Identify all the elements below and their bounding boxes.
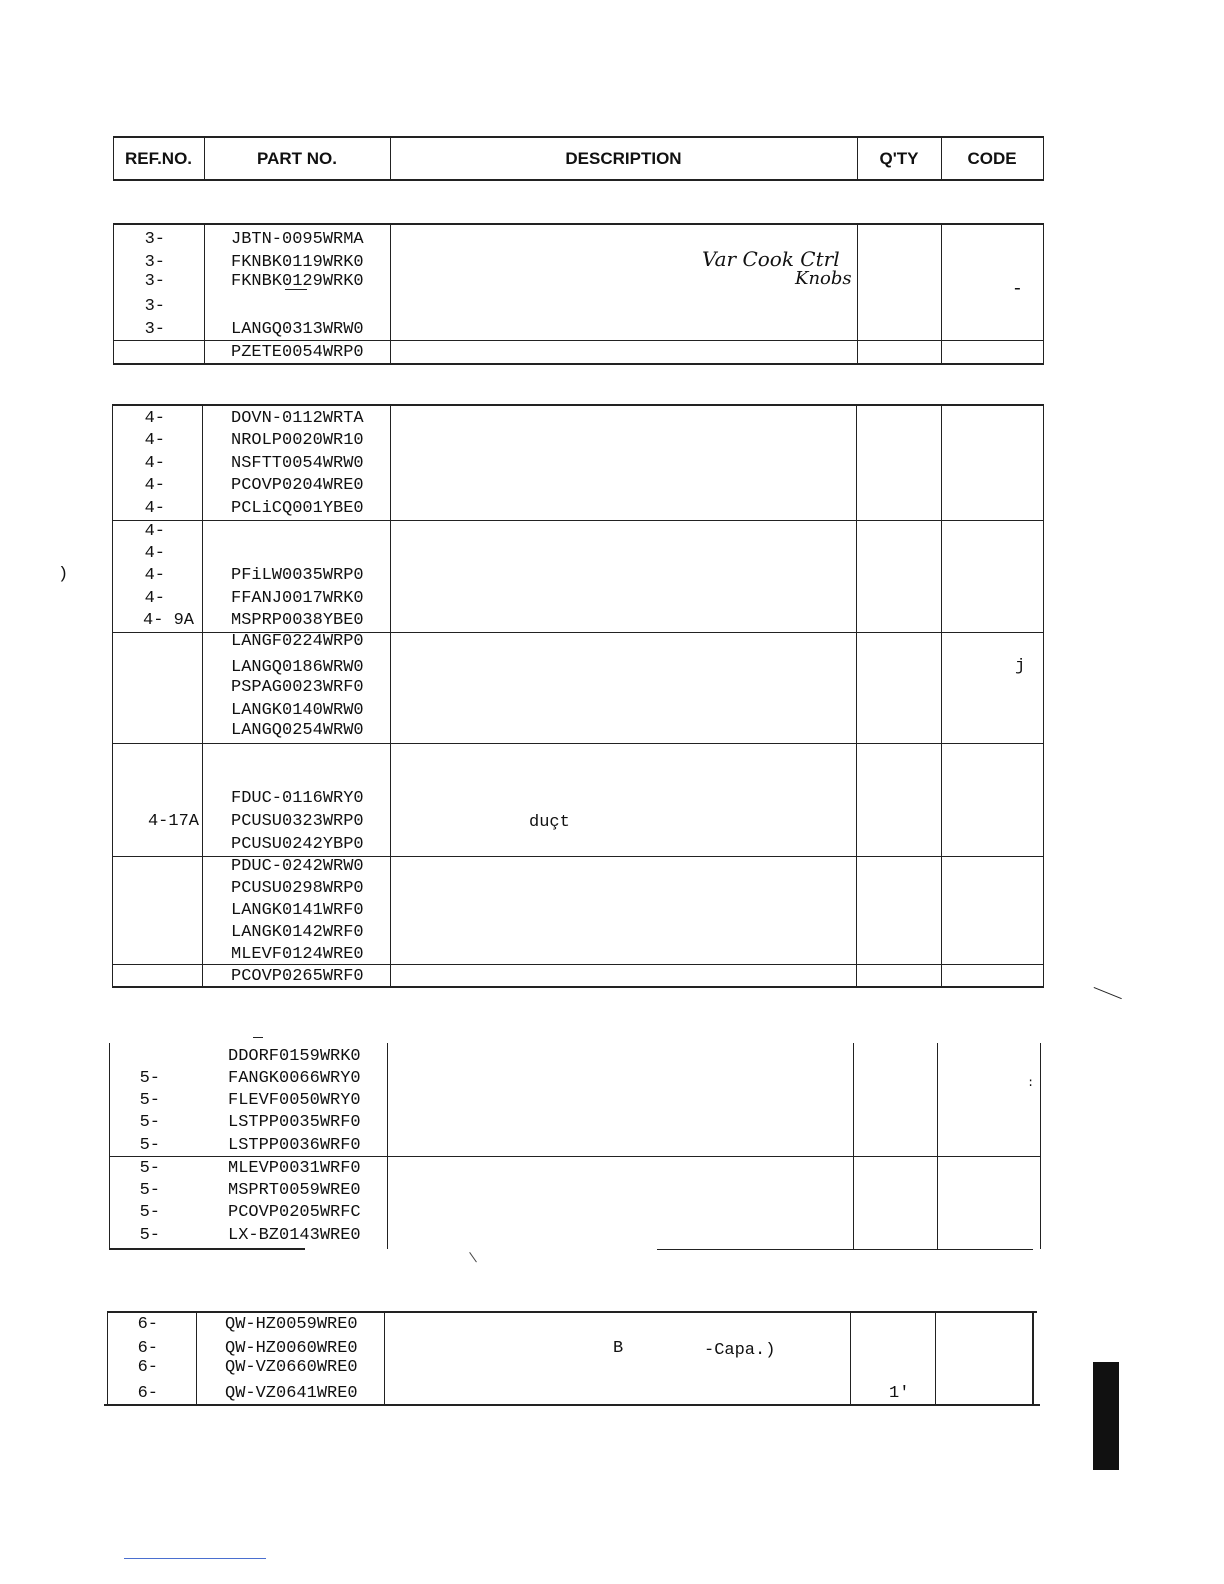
- ref-cell: 4-: [144, 522, 165, 541]
- ref-cell: 5-: [139, 1226, 160, 1245]
- part-cell: NROLP0020WR10: [231, 431, 364, 450]
- part-cell: LANGK0141WRF0: [231, 901, 364, 920]
- part-cell: QW-VZ0641WRE0: [225, 1384, 358, 1403]
- ref-cell: 4-: [144, 476, 165, 495]
- part-cell: DDORF0159WRK0: [228, 1047, 361, 1066]
- part-cell: FKNBK0119WRK0: [231, 253, 364, 272]
- part-cell: LANGK0142WRF0: [231, 923, 364, 942]
- part-cell: PCUSU0323WRP0: [231, 812, 364, 831]
- ref-cell: 4-: [144, 499, 165, 518]
- ref-cell: 6-: [137, 1339, 158, 1358]
- part-cell: PFiLW0035WRP0: [231, 566, 364, 585]
- table-row: [0, 320, 1224, 440]
- qty-cell: 1': [889, 1384, 910, 1403]
- ref-cell: 6-: [137, 1315, 158, 1334]
- ref-cell: 4- 9A: [143, 611, 195, 630]
- ref-cell: 3-: [144, 320, 165, 339]
- ref-cell: 3-: [144, 230, 165, 249]
- ref-cell: 3-: [144, 297, 165, 316]
- ref-no-header: REF.NO.: [124, 148, 193, 168]
- ref-cell: 4-: [144, 544, 165, 563]
- overline-mark: [285, 289, 307, 290]
- part-cell: PDUC-0242WRW0: [231, 857, 364, 876]
- part-no-header: PART NO.: [257, 148, 337, 168]
- qty-header: Q'TY: [879, 148, 919, 168]
- footer-rule: [124, 1558, 266, 1559]
- handwritten-note: Var Cook Ctrl: [702, 247, 840, 271]
- part-cell: DOVN-0112WRTA: [231, 409, 364, 428]
- part-cell: FKNBK0129WRK0: [231, 272, 364, 291]
- handwritten-note: Knobs: [795, 268, 852, 289]
- stray-line: [469, 1252, 477, 1262]
- part-cell: QW-VZ0660WRE0: [225, 1358, 358, 1377]
- part-cell: MLEVP0031WRF0: [228, 1159, 361, 1178]
- part-cell: FANGK0066WRY0: [228, 1069, 361, 1088]
- section-3-table: [0, 0, 1224, 528]
- stray-mark: -: [1014, 275, 1021, 299]
- ref-cell: 3-: [144, 272, 165, 291]
- part-cell: NSFTT0054WRW0: [231, 454, 364, 473]
- part-cell: FDUC-0116WRY0: [231, 789, 364, 808]
- part-cell: LANGQ0313WRW0: [231, 320, 364, 339]
- part-cell: MLEVF0124WRE0: [231, 945, 364, 964]
- part-cell: LSTPP0036WRF0: [228, 1136, 361, 1155]
- stray-mark: j: [1015, 657, 1026, 676]
- ref-cell: 4-: [144, 566, 165, 585]
- part-cell: PCLiCQ001YBE0: [231, 499, 364, 518]
- margin-mark: ): [58, 565, 69, 584]
- ref-cell: 5-: [139, 1113, 160, 1132]
- part-cell: QW-HZ0060WRE0: [225, 1339, 358, 1358]
- description-header: DESCRIPTION: [565, 148, 682, 168]
- part-cell: LANGF0224WRP0: [231, 632, 364, 651]
- ref-cell: 4-: [144, 589, 165, 608]
- ref-cell: 6-: [137, 1358, 158, 1377]
- ref-cell: 6-: [137, 1384, 158, 1403]
- code-header: CODE: [967, 148, 1017, 168]
- ref-cell: 4-: [144, 431, 165, 450]
- part-cell: JBTN-0095WRMA: [231, 230, 364, 249]
- part-cell: MSPRP0038YBE0: [231, 611, 364, 630]
- stray-mark: :: [1027, 1076, 1035, 1090]
- index-tab: [1093, 1362, 1119, 1470]
- part-cell: PCOVP0265WRF0: [231, 967, 364, 986]
- ref-cell: 5-: [139, 1091, 160, 1110]
- ref-cell: 3-: [144, 253, 165, 272]
- part-cell: MSPRT0059WRE0: [228, 1181, 361, 1200]
- description-cell: duçt: [529, 813, 570, 832]
- ref-cell: 5-: [139, 1069, 160, 1088]
- ref-cell: 5-: [139, 1181, 160, 1200]
- ref-cell: 5-: [139, 1136, 160, 1155]
- part-cell: PSPAG0023WRF0: [231, 678, 364, 697]
- part-cell: FFANJ0017WRK0: [231, 589, 364, 608]
- ref-cell: 4-17A: [147, 812, 199, 831]
- part-cell: PCUSU0298WRP0: [231, 879, 364, 898]
- part-cell: PZETE0054WRP0: [231, 343, 364, 362]
- part-cell: PCOVP0204WRE0: [231, 476, 364, 495]
- table-row: [0, 264, 1224, 352]
- part-cell: FLEVF0050WRY0: [228, 1091, 361, 1110]
- part-cell: LANGQ0254WRW0: [231, 721, 364, 740]
- part-cell: PCOVP0205WRFC: [228, 1203, 361, 1222]
- ref-cell: 4-: [144, 409, 165, 428]
- description-cell: -Capa.): [704, 1341, 776, 1360]
- part-cell: LSTPP0035WRF0: [228, 1113, 361, 1132]
- part-cell: LX-BZ0143WRE0: [228, 1226, 361, 1245]
- description-cell: B: [613, 1339, 624, 1358]
- overline-mark: [253, 1037, 263, 1038]
- ref-cell: 5-: [139, 1203, 160, 1222]
- part-cell: QW-HZ0059WRE0: [225, 1315, 358, 1334]
- part-cell: LANGK0140WRW0: [231, 701, 364, 720]
- ref-cell: 4-: [144, 454, 165, 473]
- part-cell: PCUSU0242YBP0: [231, 835, 364, 854]
- stray-line: [1094, 987, 1122, 999]
- part-cell: LANGQ0186WRW0: [231, 658, 364, 677]
- ref-cell: 5-: [139, 1159, 160, 1178]
